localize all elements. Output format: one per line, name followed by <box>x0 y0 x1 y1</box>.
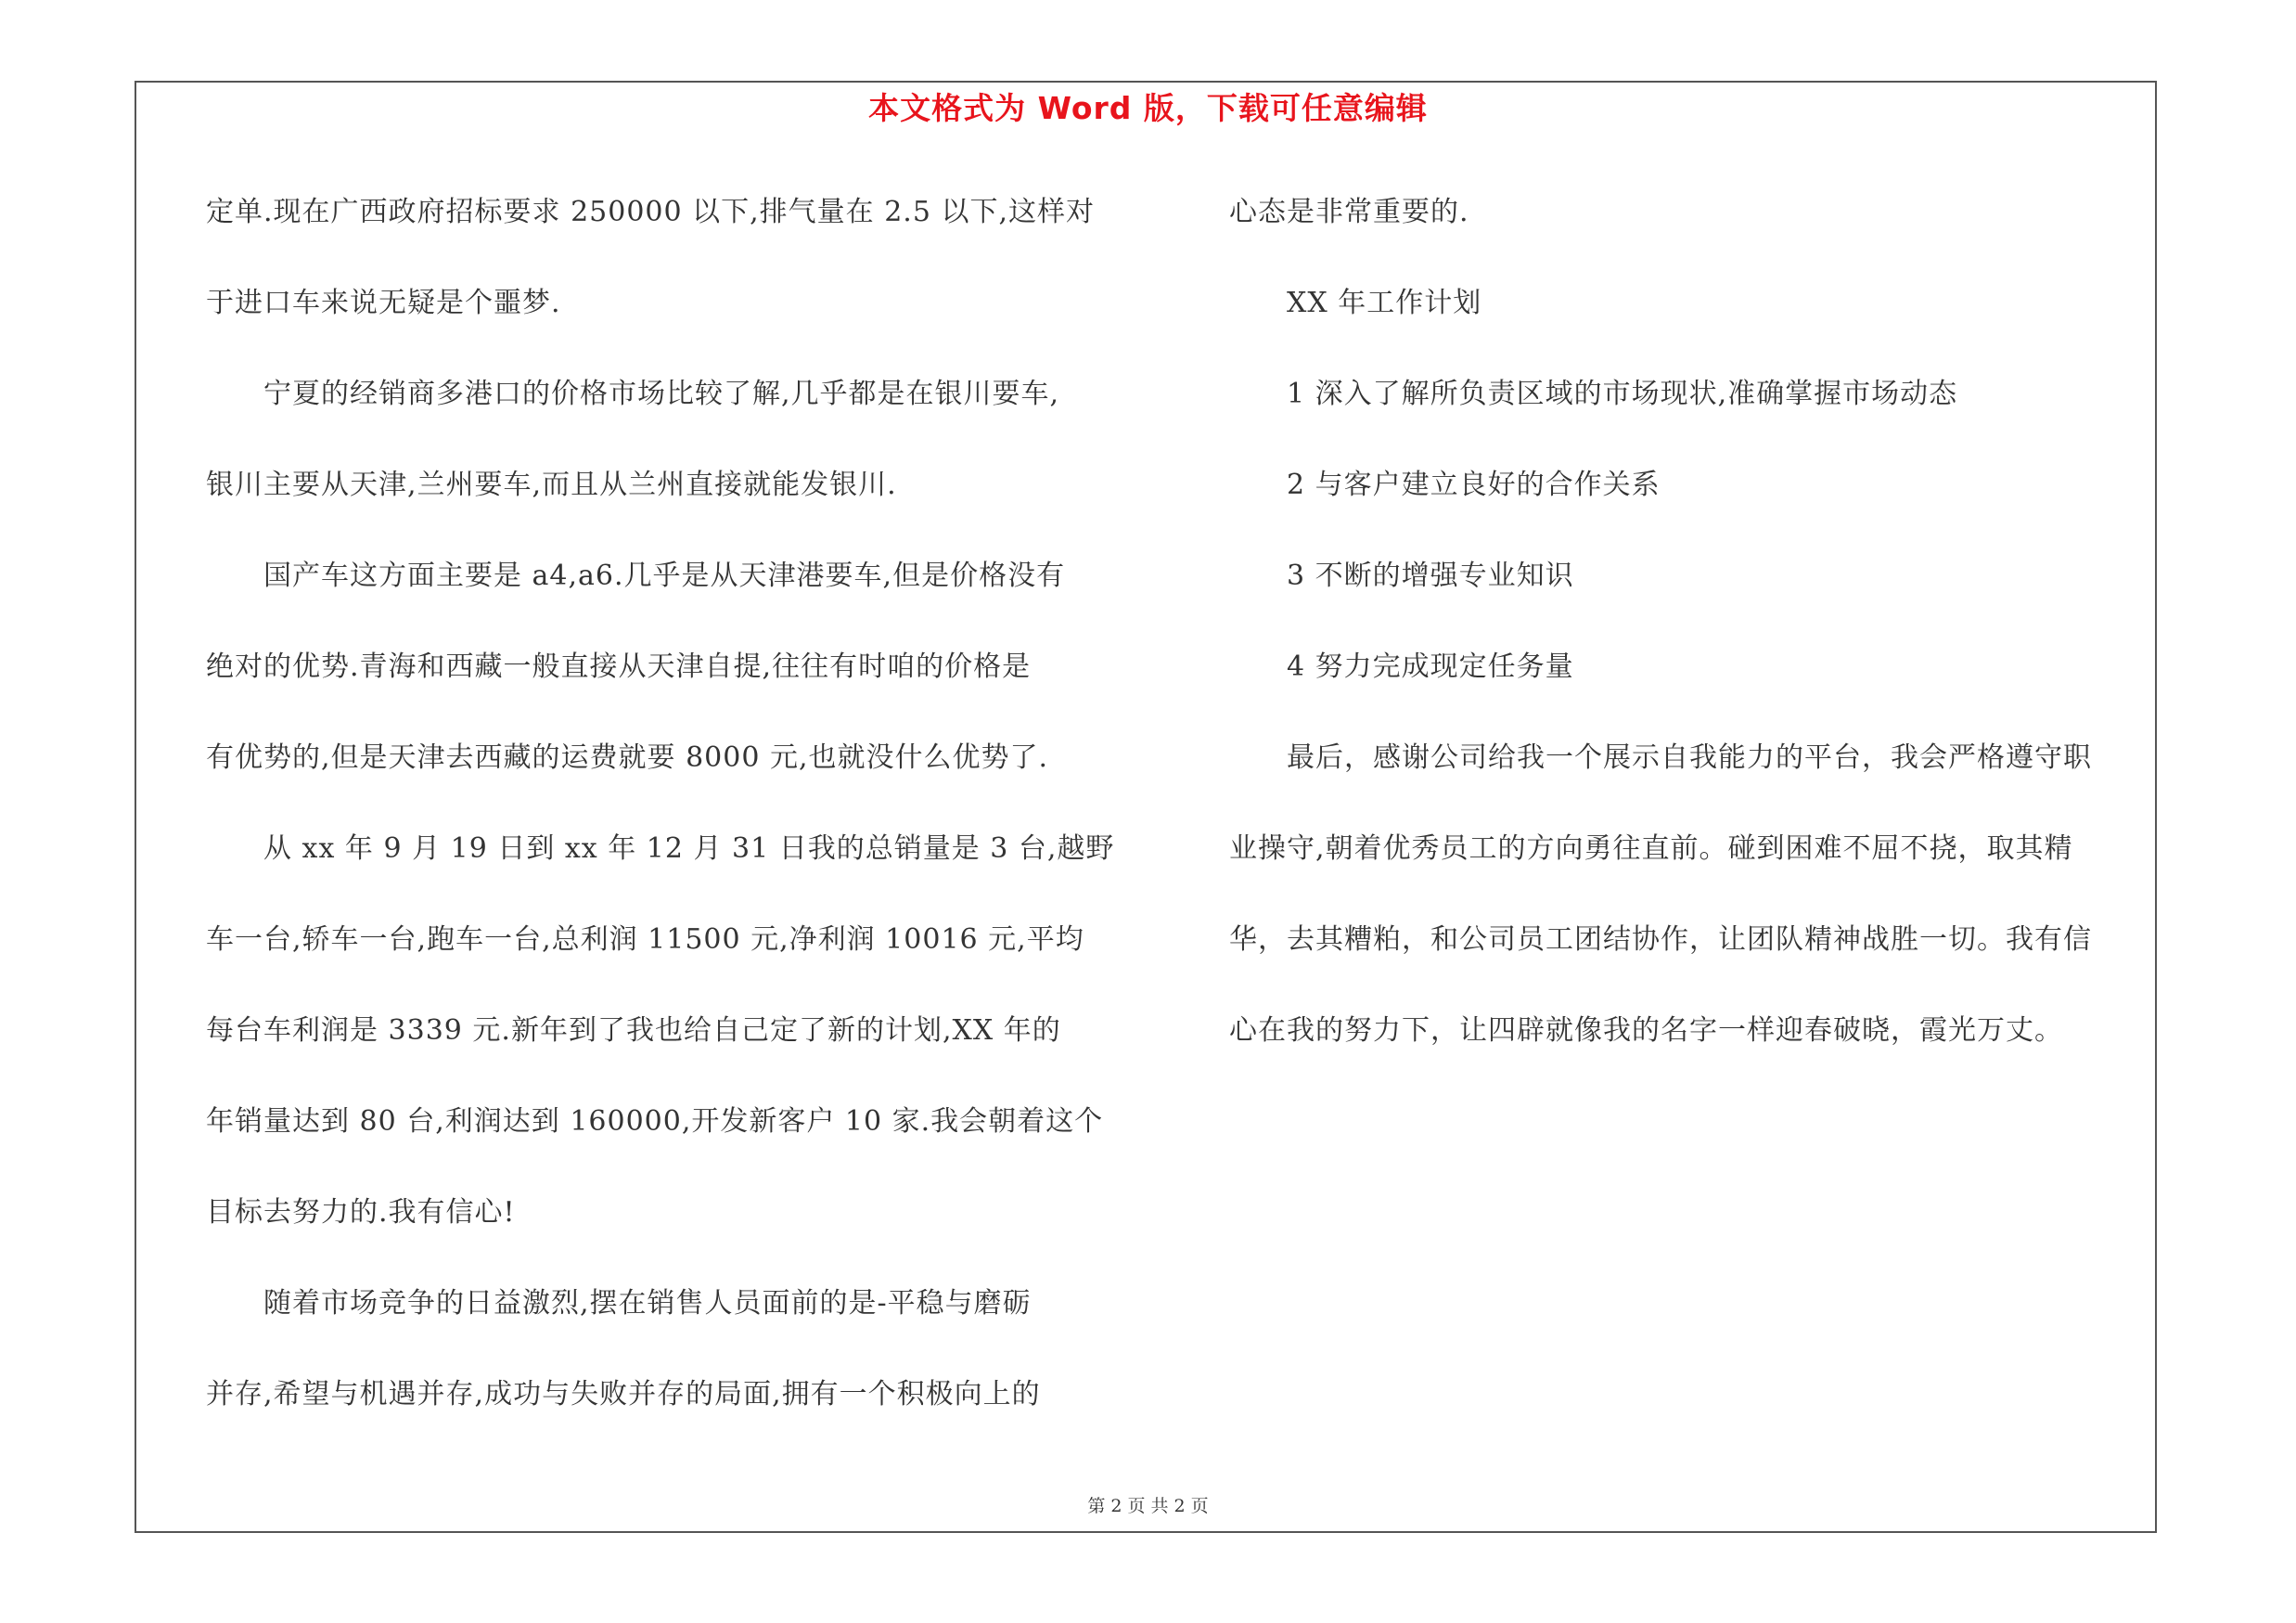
text-line: 车一台,轿车一台,跑车一台,总利润 11500 元,净利润 10016 元,平均 <box>206 923 1084 956</box>
plan-item: 2 与客户建立良好的合作关系 <box>1229 469 1661 501</box>
section-heading: XX 年工作计划 <box>1229 287 1482 319</box>
text-line: 心在我的努力下，让四辟就像我的名字一样迎春破晓，霞光万丈。 <box>1229 1014 2063 1047</box>
text-line: 最后，感谢公司给我一个展示自我能力的平台，我会严格遵守职 <box>1229 741 2092 774</box>
text-line: 定单.现在广西政府招标要求 250000 以下,排气量在 2.5 以下,这样对 <box>206 196 1095 228</box>
format-notice-banner: 本文格式为 Word 版，下载可任意编辑 <box>868 90 1428 126</box>
plan-item: 1 深入了解所负责区域的市场现状,准确掌握市场动态 <box>1229 378 1958 410</box>
text-line: 绝对的优势.青海和西藏一般直接从天津自提,往往有时咱的价格是 <box>206 650 1032 683</box>
text-line: 并存,希望与机遇并存,成功与失败并存的局面,拥有一个积极向上的 <box>206 1378 1041 1410</box>
text-line: 华，去其糟粕，和公司员工团结协作，让团队精神战胜一切。我有信 <box>1229 923 2092 956</box>
text-line: 业操守,朝着优秀员工的方向勇往直前。碰到困难不屈不挠，取其精 <box>1229 832 2073 865</box>
plan-item: 3 不断的增强专业知识 <box>1229 560 1574 592</box>
page-number: 第 2 页 共 2 页 <box>1087 1496 1209 1516</box>
text-line: 国产车这方面主要是 a4,a6.几乎是从天津港要车,但是价格没有 <box>206 560 1066 592</box>
text-line: 目标去努力的.我有信心! <box>206 1196 516 1229</box>
right-text-column <box>1229 167 2166 1076</box>
text-line: 每台车利润是 3339 元.新年到了我也给自己定了新的计划,XX 年的 <box>206 1014 1061 1047</box>
text-line: 年销量达到 80 台,利润达到 160000,开发新客户 10 家.我会朝着这个 <box>206 1105 1104 1138</box>
text-line: 从 xx 年 9 月 19 日到 xx 年 12 月 31 日我的总销量是 3 台,越野 <box>206 832 1115 865</box>
text-line: 银川主要从天津,兰州要车,而且从兰州直接就能发银川. <box>206 469 897 501</box>
left-text-column <box>206 167 1161 1440</box>
plan-item: 4 努力完成现定任务量 <box>1229 650 1574 683</box>
text-line: 心态是非常重要的. <box>1229 196 1469 228</box>
text-line: 随着市场竞争的日益激烈,摆在销售人员面前的是-平稳与磨砺 <box>206 1287 1032 1320</box>
text-line: 宁夏的经销商多港口的价格市场比较了解,几乎都是在银川要车, <box>206 378 1060 410</box>
text-line: 有优势的,但是天津去西藏的运费就要 8000 元,也就没什么优势了. <box>206 741 1049 774</box>
text-line: 于进口车来说无疑是个噩梦. <box>206 287 561 319</box>
